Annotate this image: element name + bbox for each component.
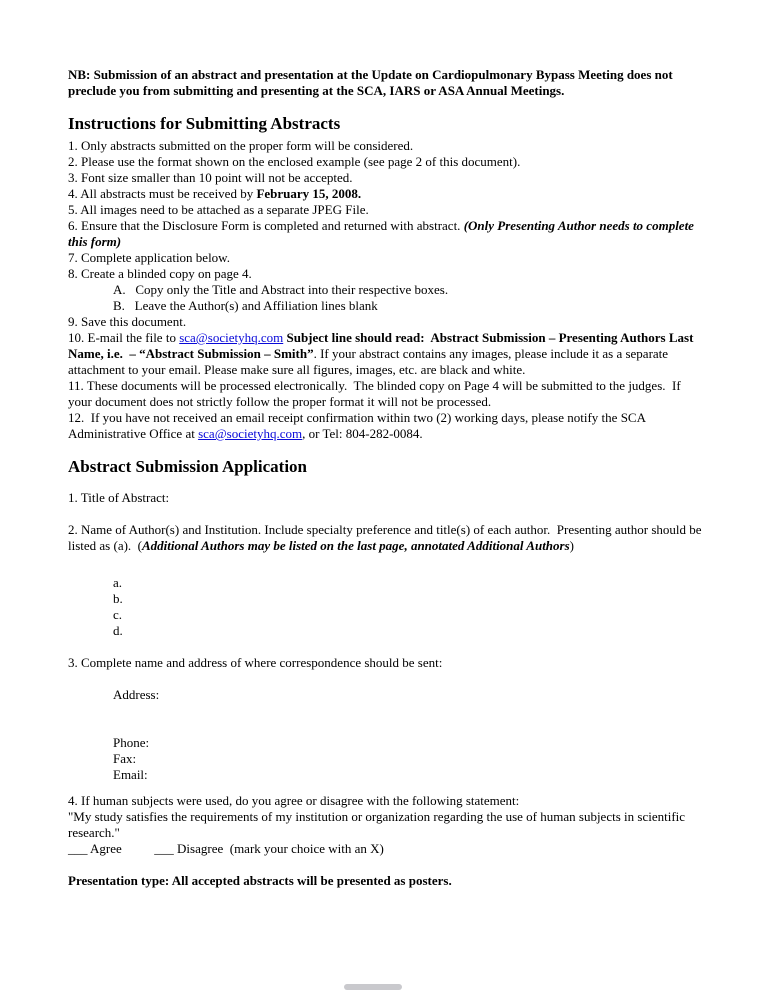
item-6-note: (Only Presenting Author needs to complete this form) xyxy=(68,218,698,249)
question-2-text: 2. Name of Author(s) and Institution. Include specialty preference and title(s) of each author. Presenting author should be listed as (a). ( xyxy=(68,522,705,553)
instructions-heading: Instructions for Submitting Abstracts xyxy=(68,114,341,133)
spacer xyxy=(68,857,704,873)
horizontal-scrollbar-thumb[interactable] xyxy=(344,984,402,990)
instruction-item-9: 9. Save this document. xyxy=(68,314,187,329)
instruction-item-7: 7. Complete application below. xyxy=(68,250,230,265)
email-label: Email: xyxy=(113,767,148,782)
item-4-text: 4. All abstracts must be received by xyxy=(68,186,257,201)
document-content xyxy=(68,67,704,889)
author-line-a: a. xyxy=(113,575,123,590)
email-link[interactable]: sca@societyhq.com xyxy=(179,330,284,345)
item-10-text: 10. E-mail the file to xyxy=(68,330,180,345)
question-2-note: Additional Authors may be listed on the last page, annotated Additional Authors xyxy=(142,538,570,553)
instruction-item-2: 2. Please use the format shown on the enclosed example (see page 2 of this document). xyxy=(68,154,521,169)
item-10-rest: . If your abstract contains any images, please include it as a separate attachment to your email. Please make sure all figures, images, etc. are black and white. xyxy=(68,346,672,377)
question-4-statement: "My study satisfies the requirements of my institution or organization regarding the use of human subjects in scientific research." xyxy=(68,809,689,840)
instruction-item-4 xyxy=(68,186,704,202)
author-line-b: b. xyxy=(113,591,123,606)
address-label: Address: xyxy=(113,687,160,702)
item-12-text: 12. If you have not received an email receipt confirmation within two (2) working days, please notify the SCA Administrative Office at xyxy=(68,410,648,441)
spacer xyxy=(68,671,704,687)
instruction-item-3: 3. Font size smaller than 10 point will not be accepted. xyxy=(68,170,353,185)
spacer xyxy=(68,99,704,105)
item-12-rest: , or Tel: 804-282-0084. xyxy=(302,426,423,441)
question-1-title: 1. Title of Abstract: xyxy=(68,490,170,505)
question-3-correspondence: 3. Complete name and address of where correspondence should be sent: xyxy=(68,655,443,670)
fax-label: Fax: xyxy=(113,751,137,766)
instruction-item-8b: B. Leave the Author(s) and Affiliation lines blank xyxy=(113,298,378,313)
email-link-2[interactable]: sca@societyhq.com xyxy=(198,426,303,441)
instruction-item-12 xyxy=(68,410,704,442)
question-4-choices: ___ Agree ___ Disagree (mark your choice with an X) xyxy=(68,841,384,856)
presentation-type-note: Presentation type: All accepted abstracts will be presented as posters. xyxy=(68,873,452,888)
instruction-item-8a: A. Copy only the Title and Abstract into their respective boxes. xyxy=(113,282,449,297)
item-10-subject: Subject line should read: Abstract Submission – Presenting Authors Last Name, i.e. – “Abstract Submission – Smith” xyxy=(68,330,697,361)
author-line-c: c. xyxy=(113,607,123,622)
application-heading: Abstract Submission Application xyxy=(68,457,307,476)
spacer xyxy=(68,703,704,735)
instruction-item-11: 11. These documents will be processed electronically. The blinded copy on Page 4 will be submitted to the judges. If your document does not strictly follow the proper format it will not be processed. xyxy=(68,378,684,409)
instruction-item-6 xyxy=(68,218,704,250)
instruction-item-5: 5. All images need to be attached as a separate JPEG File. xyxy=(68,202,369,217)
question-4-line1: 4. If human subjects were used, do you agree or disagree with the following statement: xyxy=(68,793,520,808)
question-2-authors xyxy=(68,522,704,554)
spacer xyxy=(68,783,704,793)
question-2-close: ) xyxy=(569,538,574,553)
spacer xyxy=(68,506,704,522)
phone-label: Phone: xyxy=(113,735,150,750)
instruction-item-1: 1. Only abstracts submitted on the proper form will be considered. xyxy=(68,138,414,153)
nb-notice: NB: Submission of an abstract and presentation at the Update on Cardiopulmonary Bypass Meeting does not preclude you from submitting and presenting at the SCA, IARS or ASA Annual Meetings. xyxy=(68,67,676,98)
spacer xyxy=(68,554,704,575)
instruction-item-10 xyxy=(68,330,704,378)
author-line-d: d. xyxy=(113,623,123,638)
item-6-text: 6. Ensure that the Disclosure Form is completed and returned with abstract. xyxy=(68,218,464,233)
item-4-deadline: February 15, 2008. xyxy=(256,186,362,201)
instruction-item-8: 8. Create a blinded copy on page 4. xyxy=(68,266,252,281)
spacer xyxy=(68,639,704,655)
